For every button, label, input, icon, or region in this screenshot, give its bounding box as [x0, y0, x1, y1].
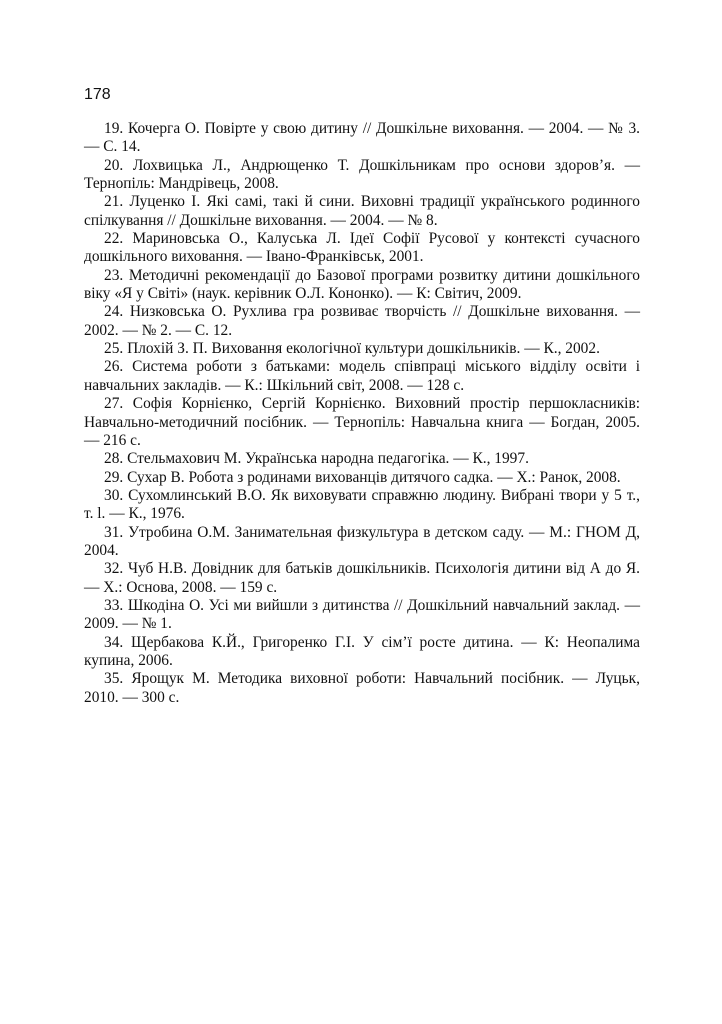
reference-entry: 22. Мариновська О., Калуська Л. Ідеї Софії Русової у контексті сучасного дошкільного виховання. — Івано-Франківськ, 2001. — [84, 230, 640, 266]
reference-entry: 21. Луценко І. Які самі, такі й сини. Виховні традиції українського родинного спілкування // Дошкільне виховання. — 2004. — № 8. — [84, 193, 640, 229]
reference-entry: 25. Плохій З. П. Виховання екологічної культури дошкільників. — К., 2002. — [104, 340, 600, 358]
reference-entry: 27. Софія Корнієнко, Сергій Корнієнко. Виховний простір першокласників: Навчально-методичний посібник. — Тернопіль: Навчальна книга — Богдан, 2005. — 216 с. — [84, 395, 640, 449]
reference-entry: 24. Низковська О. Рухлива гра розвиває творчість // Дошкільне виховання. — 2002. — № 2. — С. 12. — [84, 303, 640, 339]
reference-entry: 23. Методичні рекомендації до Базової програми розвитку дитини дошкільного віку «Я у Світі» (наук. керівник О.Л. Кононко). — К: Світич, 2009. — [84, 266, 640, 303]
reference-entry: 33. Шкодіна О. Усі ми вийшли з дитинства // Дошкільний навчальний заклад. — 2009. — № 1. — [84, 596, 640, 633]
reference-entry: 26. Система роботи з батьками: модель співпраці міського відділу освіти і навчальних закладів. — К.: Шкільний світ, 2008. — 128 с. — [84, 358, 640, 394]
reference-entry: 32. Чуб Н.В. Довідник для батьків дошкільників. Психологія дитини від А до Я. — Х.: Основа, 2008. — 159 с. — [84, 560, 640, 596]
reference-entry: 28. Стельмахович М. Українська народна педагогіка. — К., 1997. — [104, 450, 529, 468]
reference-entry: 34. Щербакова К.Й., Григоренко Г.І. У сім’ї росте дитина. — К: Неопалима купина, 2006. — [84, 633, 640, 669]
reference-entry: 35. Ярощук М. Методика виховної роботи: Навчальний посібник. — Луцьк, 2010. — 300 с. — [84, 670, 640, 706]
reference-list — [84, 120, 640, 707]
page-number: 178 — [84, 86, 111, 103]
reference-entry: 20. Лохвицька Л., Андрющенко Т. Дошкільникам про основи здоров’я. — Тернопіль: Мандрівець, 2008. — [84, 156, 640, 193]
reference-entry: 19. Кочерга О. Повірте у свою дитину // Дошкільне виховання. — 2004. — № 3. — С. 14. — [84, 120, 640, 156]
reference-entry: 29. Сухар В. Робота з родинами вихованців дитячого садка. — Х.: Ранок, 2008. — [104, 468, 621, 486]
reference-entry: 30. Сухомлинський В.О. Як виховувати справжню людину. Вибрані твори у 5 т., т. l. — К., 1976. — [84, 486, 640, 523]
reference-entry: 31. Утробина О.М. Занимательная физкультура в детском саду. — М.: ГНОМ Д, 2004. — [84, 523, 640, 559]
